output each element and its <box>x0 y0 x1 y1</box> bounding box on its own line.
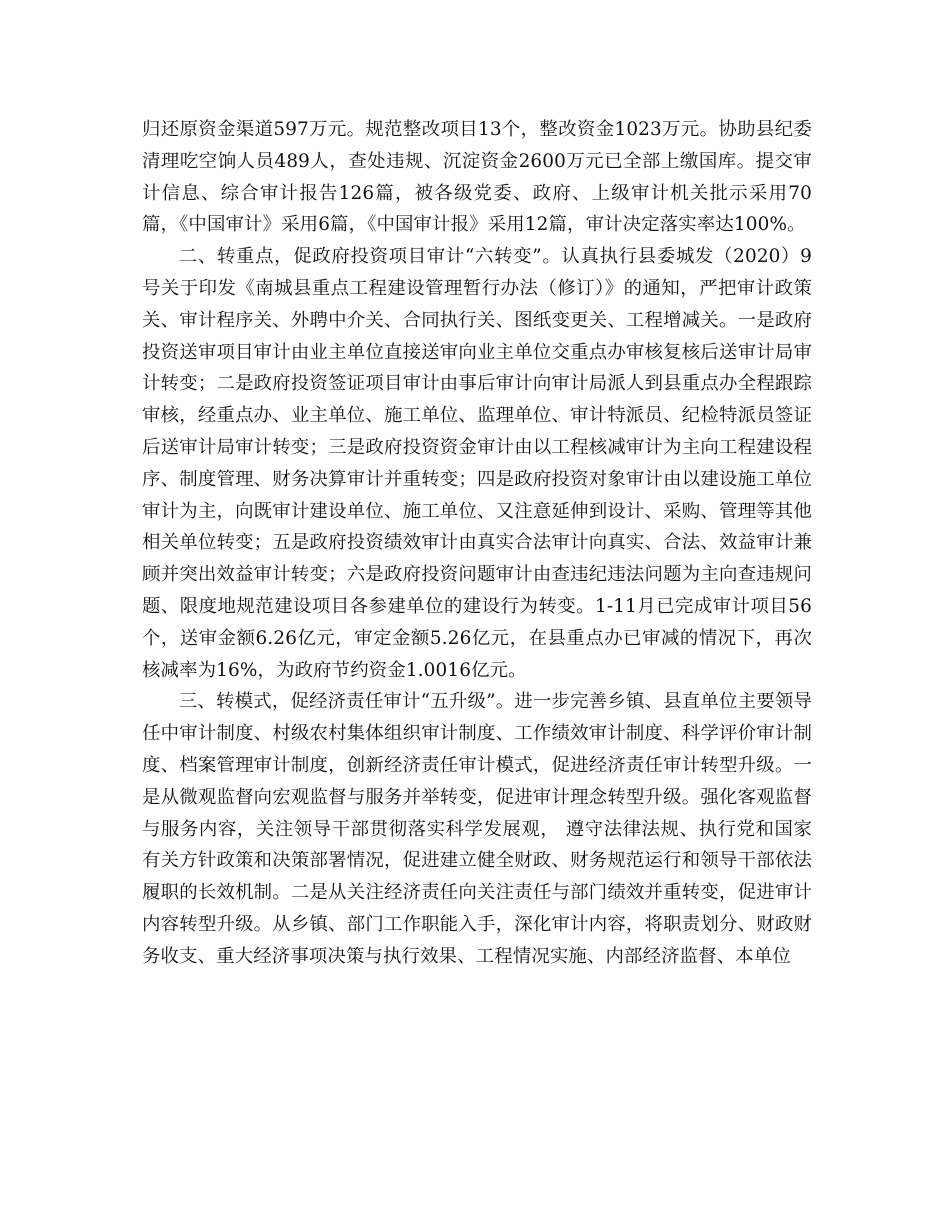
paragraph-3: 三、转模式，促经济责任审计“五升级”。进一步完善乡镇、县直单位主要领导任中审计制度、村级农村集体组织审计制度、工作绩效审计制度、科学评价审计制度、档案管理审计制度，创新经济责任审计模式，促进经济责任审计转型升级。一是从微观监督向宏观监督与服务并举转变，促进审计理念转型升级。强化客观监督与服务内容，关注领导干部贯彻落实科学发展观， 遵守法律法规、执行党和国家有关方针政策和决策部署情况，促进建立健全财政、财务规范运行和领导干部依法履职的长效机制。二是从关注经济责任向关注责任与部门绩效并重转变，促进审计内容转型升级。从乡镇、部门工作职能入手，深化审计内容，将职责划分、财政财务收支、重大经济事项决策与执行效果、工程情况实施、内部经济监督、本单位 <box>142 691 812 967</box>
paragraph-2: 二、转重点，促政府投资项目审计“六转变”。认真执行县委城发（2020）9号关于印发《南城县重点工程建设管理暂行办法（修订）》的通知，严把审计政策关、审计程序关、外聘中介关、合同执行关、图纸变更关、工程增减关。一是政府投资送审项目审计由业主单位直接送审向业主单位交重点办审核复核后送审计局审计转变；二是政府投资签证项目审计由事后审计向审计局派人到县重点办全程跟踪审核，经重点办、业主单位、施工单位、监理单位、审计特派员、纪检特派员签证后送审计局审计转变；三是政府投资资金审计由以工程核减审计为主向工程建设程序、制度管理、财务决算审计并重转变；四是政府投资对象审计由以建设施工单位审计为主，向既审计建设单位、施工单位、又注意延伸到设计、采购、管理等其他相关单位转变；五是政府投资绩效审计由真实合法审计向真实、合法、效益审计兼顾并突出效益审计转变；六是政府投资问题审计由查违纪违法问题为主向查违规问题、限度地规范建设项目各参建单位的建设行为转变。1-11月已完成审计项目56个，送审金额6.26亿元，审定金额5.26亿元，在县重点办已审减的情况下，再次核减率为16%，为政府节约资金1.0016亿元。 <box>142 246 812 681</box>
paragraph-1: 归还原资金渠道597万元。规范整改项目13个，整改资金1023万元。协助县纪委清理吃空饷人员489人，查处违规、沉淀资金2600万元已全部上缴国库。提交审计信息、综合审计报告126篇，被各级党委、政府、上级审计机关批示采用70篇，《中国审计》采用6篇，《中国审计报》采用12篇，审计决定落实率达100%。 <box>142 119 812 236</box>
document-body <box>142 114 812 973</box>
